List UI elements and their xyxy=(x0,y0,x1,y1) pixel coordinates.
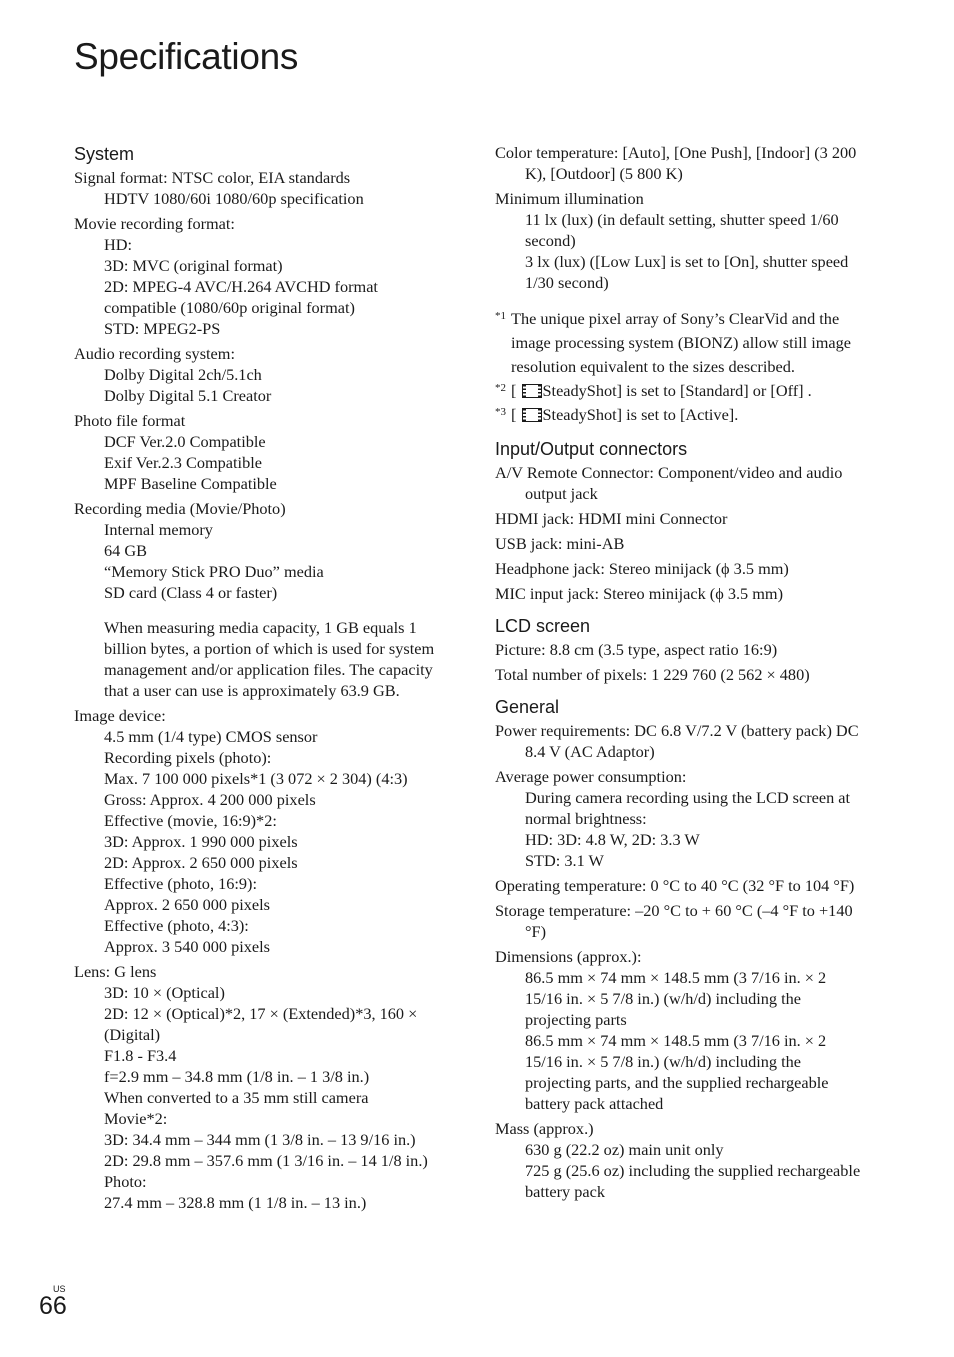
spec-value: HD: 3D: 4.8 W, 2D: 3.3 W xyxy=(525,830,700,849)
spec-label: Operating temperature: 0 °C to 40 °C (32 °F to 104 °F) xyxy=(495,876,855,895)
spec-value: 2D: 29.8 mm – 357.6 mm (1 3/16 in. – 14 1/8 in.) xyxy=(104,1151,428,1170)
spec-value: Internal memory xyxy=(104,520,213,539)
spec-entry xyxy=(495,1118,867,1202)
spec-entry xyxy=(495,583,867,604)
spec-value: HD: xyxy=(104,235,133,254)
spec-entry xyxy=(495,188,867,293)
spec-value: Approx. 3 540 000 pixels xyxy=(104,937,270,956)
spec-entry xyxy=(495,558,867,579)
spec-value: 2D: MPEG-4 AVC/H.264 AVCHD format compatible (1080/60p original format) xyxy=(104,277,378,317)
spec-value: 3D: Approx. 1 990 000 pixels xyxy=(104,832,298,851)
section-heading: System xyxy=(74,144,135,164)
section-heading: Input/Output connectors xyxy=(495,439,688,459)
spec-value: STD: MPEG2-PS xyxy=(104,319,221,338)
spec-value: Effective (movie, 16:9)*2: xyxy=(104,811,277,830)
spec-value: 3D: MVC (original format) xyxy=(104,256,283,275)
spec-value: F1.8 - F3.4 xyxy=(104,1046,177,1065)
spec-label: Recording media (Movie/Photo) xyxy=(74,499,286,518)
spec-entry xyxy=(495,900,867,942)
film-icon xyxy=(522,384,542,398)
spec-value: 86.5 mm × 74 mm × 148.5 mm (3 7/16 in. × 2 15/16 in. × 5 7/8 in.) (w/h/d) including the projecting parts, and the supplied rechargeable battery pack attached xyxy=(525,1031,829,1113)
spec-label: Mass (approx.) xyxy=(495,1119,594,1138)
spec-label: MIC input jack: Stereo minijack (ϕ 3.5 mm) xyxy=(495,584,784,603)
spec-value: Effective (photo, 16:9): xyxy=(104,874,257,893)
footnote xyxy=(495,403,867,427)
spec-label: Picture: 8.8 cm (3.5 type, aspect ratio 16:9) xyxy=(495,640,778,659)
spec-label: Headphone jack: Stereo minijack (ϕ 3.5 mm) xyxy=(495,559,789,578)
spec-value: MPF Baseline Compatible xyxy=(104,474,277,493)
footnote xyxy=(495,379,867,403)
section-heading: LCD screen xyxy=(495,616,591,636)
page-title: Specifications xyxy=(74,36,299,77)
spec-label: USB jack: mini-AB xyxy=(495,534,625,553)
spec-label: Photo file format xyxy=(74,411,186,430)
spec-entry xyxy=(74,961,454,1213)
footnote-mark: *2 xyxy=(495,382,506,394)
footnote-text xyxy=(511,307,867,379)
spec-value: SD card (Class 4 or faster) xyxy=(104,583,278,602)
footnote-text xyxy=(511,403,867,427)
spec-entry xyxy=(495,766,867,871)
spec-value: 64 GB xyxy=(104,541,147,560)
spec-label: Signal format: NTSC color, EIA standards xyxy=(74,168,351,187)
spec-entry xyxy=(495,462,867,504)
spec-value: Photo: xyxy=(104,1172,147,1191)
spec-value: Effective (photo, 4:3): xyxy=(104,916,249,935)
spec-entry xyxy=(74,343,454,406)
footnote-body: SteadyShot] is set to [Active]. xyxy=(542,405,739,424)
footnote-body: The unique pixel array of Sony’s ClearVid and the image processing system (BIONZ) allow still image resolution equivalent to the sizes described. xyxy=(511,309,852,376)
footnote-body: SteadyShot] is set to [Standard] or [Off] . xyxy=(542,381,812,400)
spec-entry xyxy=(74,410,454,494)
spec-entry xyxy=(495,142,867,184)
left-column xyxy=(74,142,454,1217)
spec-label: HDMI jack: HDMI mini Connector xyxy=(495,509,728,528)
spec-label: Audio recording system: xyxy=(74,344,235,363)
spec-entry xyxy=(74,167,454,209)
spec-value: When converted to a 35 mm still camera xyxy=(104,1088,369,1107)
footnote xyxy=(495,307,867,379)
spec-value: 3D: 34.4 mm – 344 mm (1 3/8 in. – 13 9/16 in.) xyxy=(104,1130,416,1149)
spec-entry xyxy=(495,533,867,554)
spec-value: 2D: 12 × (Optical)*2, 17 × (Extended)*3, 160 × (Digital) xyxy=(104,1004,418,1044)
spec-value: 27.4 mm – 328.8 mm (1 1/8 in. – 13 in.) xyxy=(104,1193,367,1212)
footnote-bracket: [ xyxy=(511,381,517,400)
spec-value: During camera recording using the LCD screen at normal brightness: xyxy=(525,788,851,828)
section-heading: General xyxy=(495,697,560,717)
spec-entry xyxy=(495,875,867,896)
spec-label: Power requirements: DC 6.8 V/7.2 V (battery pack) DC 8.4 V (AC Adaptor) xyxy=(495,721,859,761)
film-icon xyxy=(522,408,542,422)
spec-label: Storage temperature: –20 °C to + 60 °C (–4 °F to +140 °F) xyxy=(495,901,853,941)
spec-value: 2D: Approx. 2 650 000 pixels xyxy=(104,853,298,872)
spec-value: “Memory Stick PRO Duo” media xyxy=(104,562,324,581)
spec-value: Gross: Approx. 4 200 000 pixels xyxy=(104,790,316,809)
spec-label: Minimum illumination xyxy=(495,189,644,208)
spec-label: A/V Remote Connector: Component/video and audio output jack xyxy=(495,463,843,503)
spec-value: 4.5 mm (1/4 type) CMOS sensor xyxy=(104,727,318,746)
spec-entry xyxy=(74,705,454,957)
spec-value: 630 g (22.2 oz) main unit only xyxy=(525,1140,724,1159)
spec-value: Approx. 2 650 000 pixels xyxy=(104,895,270,914)
spec-entry xyxy=(74,213,454,339)
spec-label: Movie recording format: xyxy=(74,214,235,233)
footnote-mark: *1 xyxy=(495,310,506,322)
spec-value: Movie*2: xyxy=(104,1109,168,1128)
spec-entry xyxy=(495,946,867,1114)
spec-label: Total number of pixels: 1 229 760 (2 562 × 480) xyxy=(495,665,810,684)
spec-entry xyxy=(495,720,867,762)
spec-note: When measuring media capacity, 1 GB equals 1 billion bytes, a portion of which is used for system management and/or application files. The capacity that a user can use is approximately 63.9 GB. xyxy=(104,618,435,700)
spec-entry xyxy=(495,664,867,685)
spec-label: Color temperature: [Auto], [One Push], [Indoor] (3 200 K), [Outdoor] (5 800 K) xyxy=(495,143,857,183)
spec-label: Image device: xyxy=(74,706,166,725)
spec-value: Dolby Digital 5.1 Creator xyxy=(104,386,272,405)
spec-value: 11 lx (lux) (in default setting, shutter speed 1/60 second) xyxy=(525,210,839,250)
spec-entry xyxy=(74,498,454,701)
footnote-text xyxy=(511,379,867,403)
spec-value: 86.5 mm × 74 mm × 148.5 mm (3 7/16 in. × 2 15/16 in. × 5 7/8 in.) (w/h/d) including the projecting parts xyxy=(525,968,827,1029)
spec-value: 3 lx (lux) ([Low Lux] is set to [On], shutter speed 1/30 second) xyxy=(525,252,849,292)
spec-value: DCF Ver.2.0 Compatible xyxy=(104,432,266,451)
page-number: 66 xyxy=(39,1292,67,1320)
page-language-tag: US xyxy=(53,1284,66,1294)
spec-label: Lens: G lens xyxy=(74,962,157,981)
spec-entry xyxy=(495,508,867,529)
spec-value: Recording pixels (photo): xyxy=(104,748,272,767)
spec-value: HDTV 1080/60i 1080/60p specification xyxy=(104,189,364,208)
spec-value: 725 g (25.6 oz) including the supplied rechargeable battery pack xyxy=(525,1161,861,1201)
spec-value: STD: 3.1 W xyxy=(525,851,604,870)
spec-value: Dolby Digital 2ch/5.1ch xyxy=(104,365,262,384)
right-column xyxy=(495,142,867,1206)
spec-value: 3D: 10 × (Optical) xyxy=(104,983,225,1002)
spec-entry xyxy=(495,639,867,660)
spec-label: Dimensions (approx.): xyxy=(495,947,642,966)
spec-value: f=2.9 mm – 34.8 mm (1/8 in. – 1 3/8 in.) xyxy=(104,1067,370,1086)
footnote-mark: *3 xyxy=(495,406,506,418)
footnote-bracket: [ xyxy=(511,405,517,424)
spec-value: Exif Ver.2.3 Compatible xyxy=(104,453,262,472)
spec-label: Average power consumption: xyxy=(495,767,687,786)
spec-value: Max. 7 100 000 pixels*1 (3 072 × 2 304) (4:3) xyxy=(104,769,408,788)
